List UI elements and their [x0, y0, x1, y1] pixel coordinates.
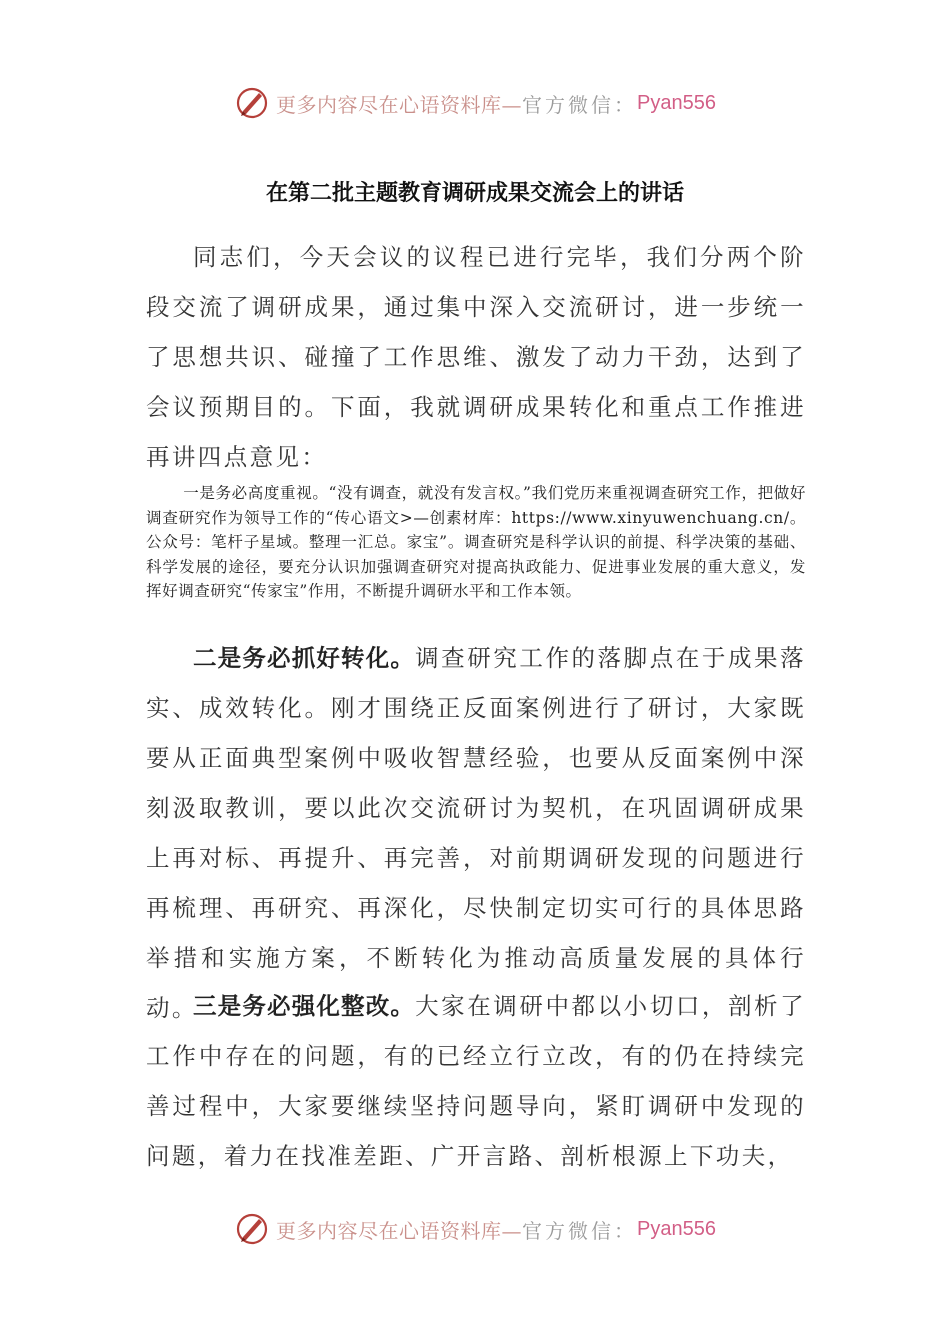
point-two-body: 调查研究工作的落脚点在于成果落实、成效转化。刚才围绕正反面案例进行了研讨，大家既要从正面典型案例中吸收智慧经验，也要从反面案例中深刻汲取教训，要以此次交流研讨为契机，在巩固调研成果上再对标、再提升、再完善，对前期调研发现的问题进行再梳理、再研究、再深化，尽快制定切实可行的具体思路举措和实施方案，不断转化为推动高质量发展的具体行动。 [146, 644, 807, 1022]
point-three-lead: 三是务必强化整改。 [193, 992, 416, 1020]
banner-wechat-id: Pyan556 [637, 1217, 716, 1240]
banner-wechat-label: 官方微信： [522, 1218, 638, 1243]
point-one-paragraph: 一是务必高度重视。“没有调查，就没有发言权。”我们党历来重视调查研究工作，把做好调查研究作为领导工作的“传心语文>—创素材库：https://www.xinyuwenchuang.cn/。公众号：笔杆子星域。整理一汇总。家宝”。调查研究是科学认识的前提、科学决策的基础、科学发展的途径，要充分认识加强调查研究对提高执政能力、促进事业发展的重大意义，发挥好调查研究“传家宝”作用，不断提升调研水平和工作本领。 [146, 484, 806, 600]
banner-text: 更多内容尽在心语资料库— [276, 1218, 523, 1243]
document-title: 在第二批主题教育调研成果交流会上的讲话 [265, 181, 684, 206]
intro-paragraph: 同志们，今天会议的议程已进行完毕，我们分两个阶段交流了调研成果，通过集中深入交流研讨，进一步统一了思想共识、碰撞了工作思维、激发了动力干劲，达到了会议预期目的。下面，我就调研成果转化和重点工作推进再讲四点意见： [146, 243, 806, 471]
pen-logo-icon [234, 85, 270, 121]
banner-wechat-id: Pyan556 [637, 91, 716, 114]
banner-wechat-label: 官方微信： [522, 92, 638, 117]
pen-logo-icon [234, 1211, 270, 1247]
watermark-banner-bottom [0, 1207, 950, 1251]
watermark-banner-top [0, 81, 950, 125]
point-two-lead: 二是务必抓好转化。 [193, 644, 416, 672]
point-three-body: 大家在调研中都以小切口，剖析了工作中存在的问题，有的已经立行立改，有的仍在持续完善过程中，大家要继续坚持问题导向，紧盯调研中发现的问题，着力在找准差距、广开言路、剖析根源上下功夫， [146, 992, 807, 1170]
banner-text: 更多内容尽在心语资料库— [276, 92, 523, 117]
point-three-paragraph [146, 981, 806, 1181]
point-two-paragraph [146, 633, 806, 1033]
